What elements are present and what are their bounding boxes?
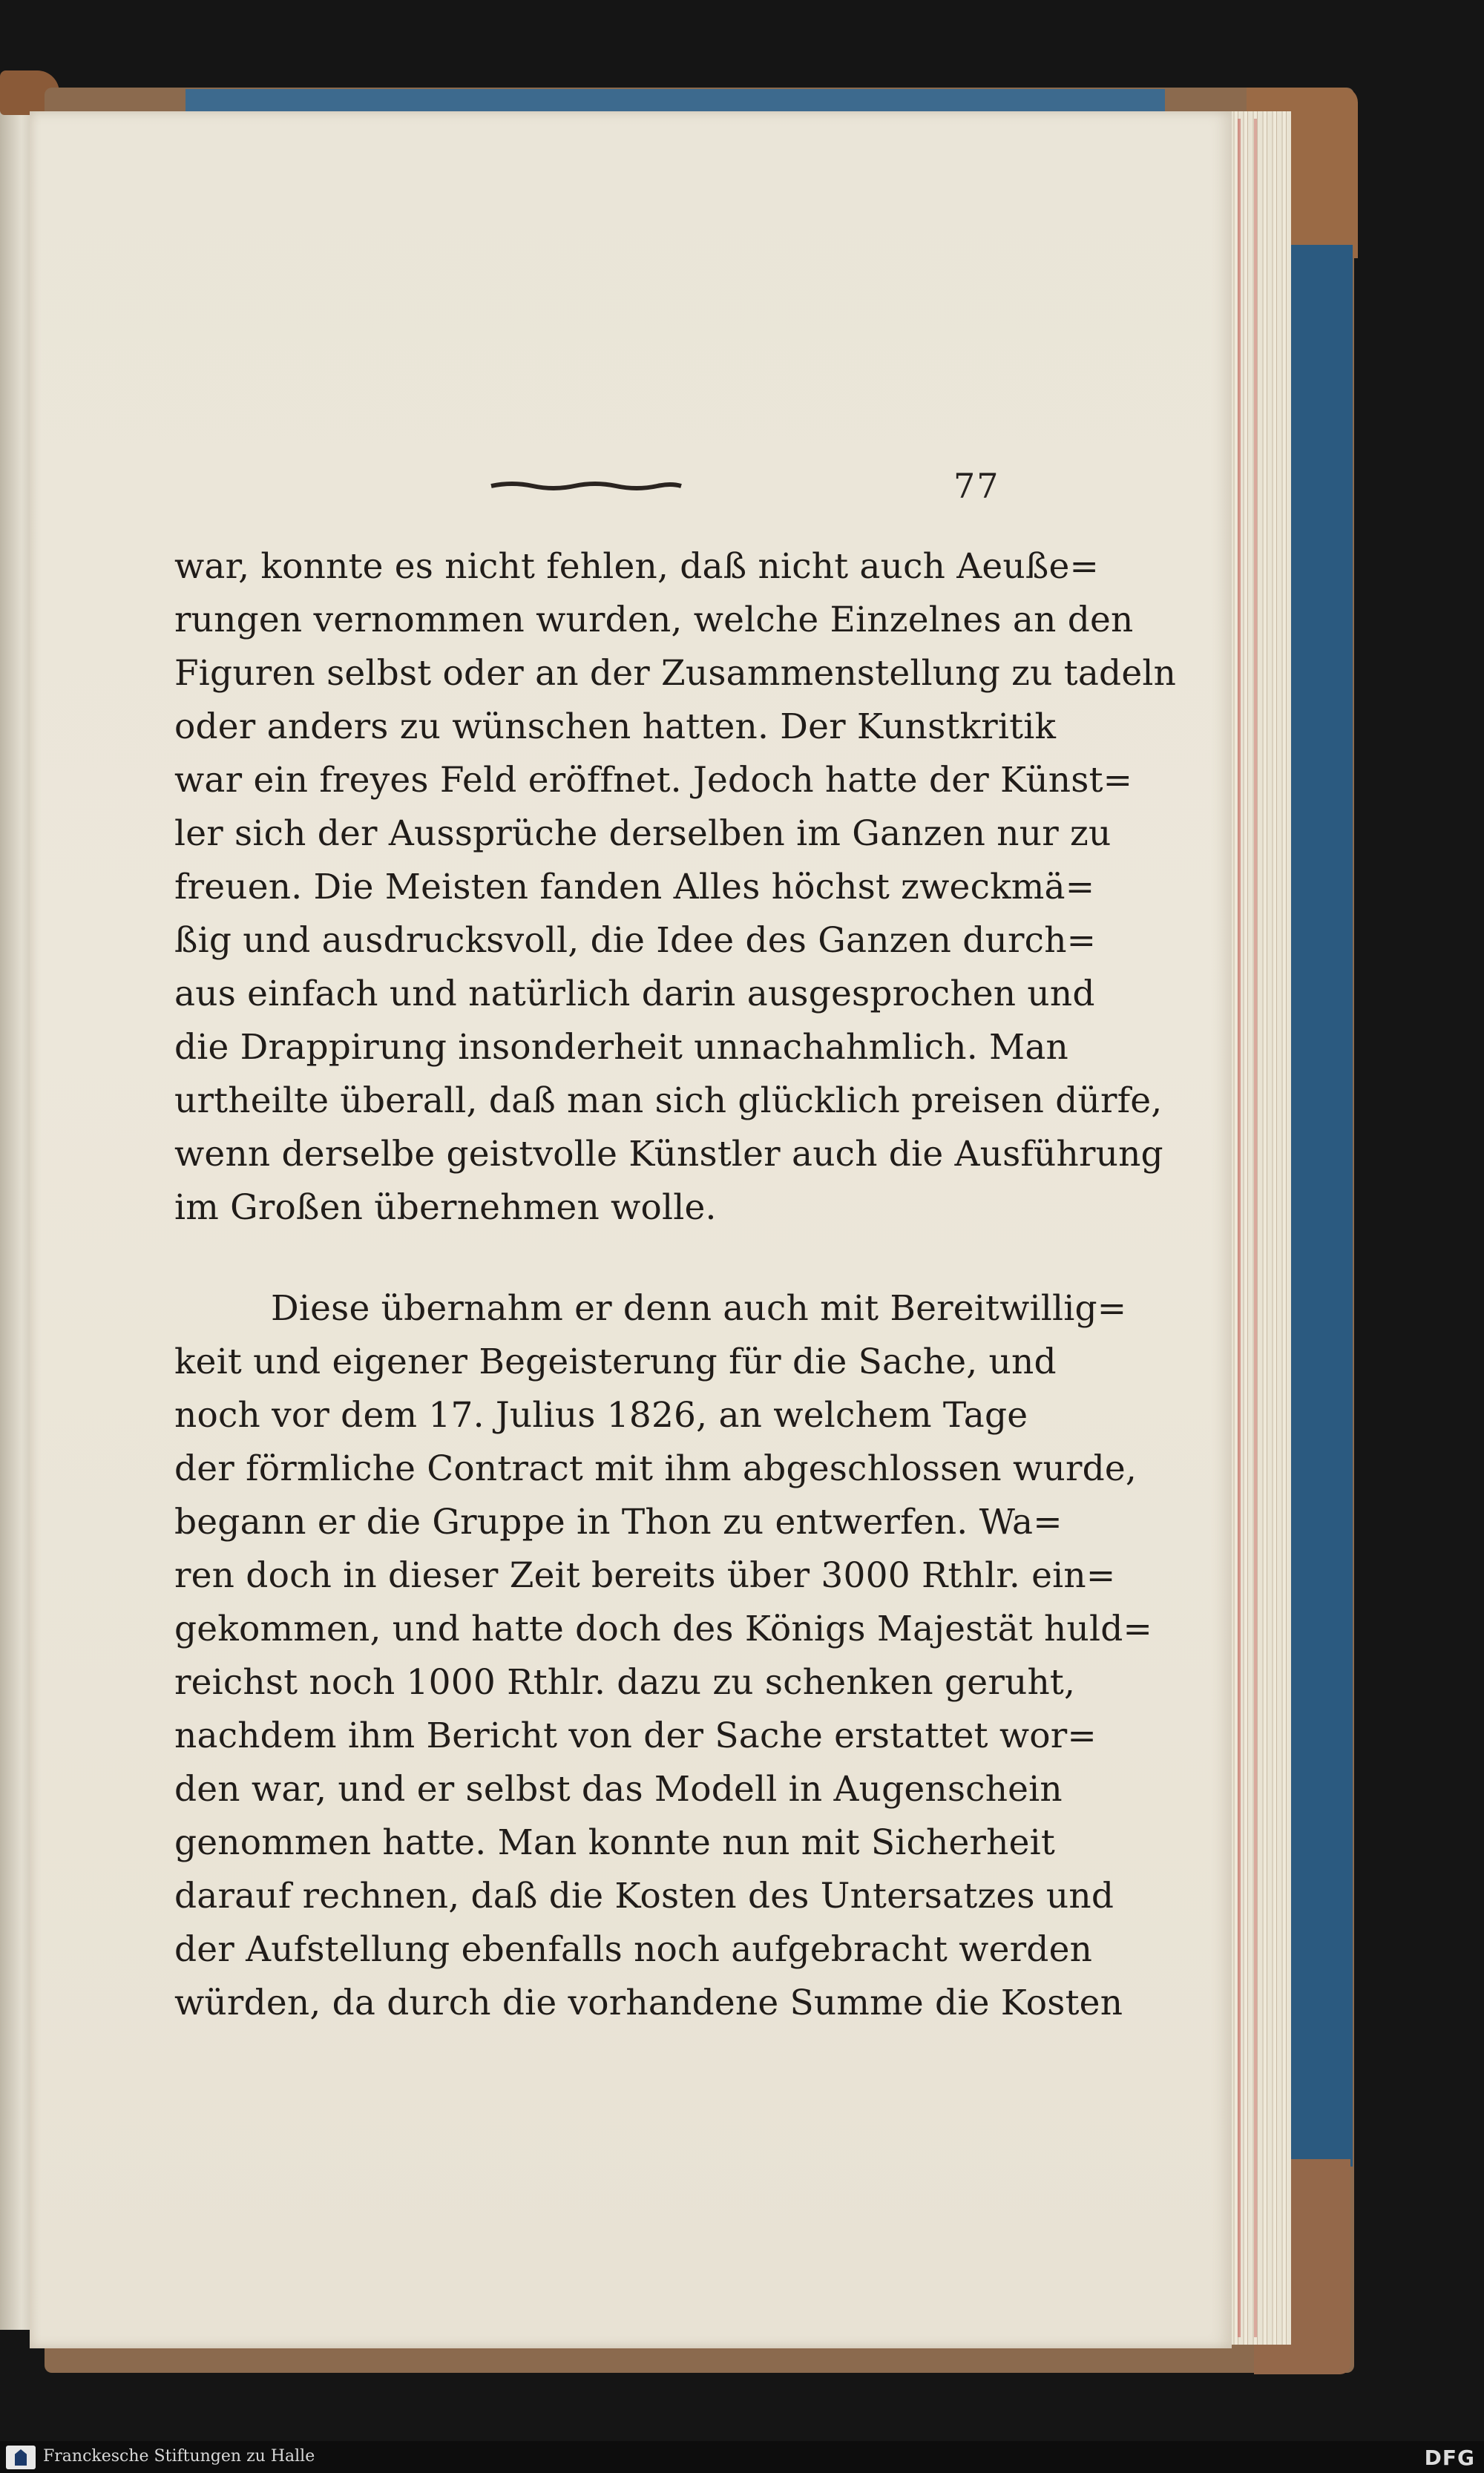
text-line: aus einfach und natürlich darin ausgesprochen und: [174, 973, 1095, 1014]
text-line: war, konnte es nicht fehlen, daß nicht auch Aeuße=: [174, 546, 1100, 587]
text-line: würden, da durch die vorhandene Summe die Kosten: [174, 1983, 1123, 2023]
text-line: wenn derselbe geistvolle Künstler auch die Ausführung: [174, 1134, 1163, 1175]
text-line: noch vor dem 17. Julius 1826, an welchem Tage: [174, 1395, 1028, 1436]
paragraph-gap: [174, 1235, 1020, 1282]
text-line: reichst noch 1000 Rthlr. dazu zu schenken geruht,: [174, 1662, 1076, 1703]
red-page-edge: [1238, 119, 1241, 2337]
text-line: nachdem ihm Bericht von der Sache erstattet wor=: [174, 1715, 1097, 1756]
text-line: der Aufstellung ebenfalls noch aufgebracht werden: [174, 1929, 1093, 1970]
institution-logo-icon: [6, 2446, 36, 2469]
institution-name: Franckesche Stiftungen zu Halle: [43, 2447, 315, 2466]
text-line: oder anders zu wünschen hatten. Der Kunstkritik: [174, 706, 1057, 747]
text-line: begann er die Gruppe in Thon zu entwerfen. Wa=: [174, 1502, 1063, 1543]
text-line: der förmliche Contract mit ihm abgeschlossen wurde,: [174, 1448, 1137, 1489]
text-line: freuen. Die Meisten fanden Alles höchst zweckmä=: [174, 867, 1095, 907]
cover-blue-band-top: [186, 89, 1165, 114]
red-page-edge: [1254, 119, 1257, 2337]
text-line: genommen hatte. Man konnte nun mit Sicherheit: [174, 1822, 1055, 1863]
text-line: ren doch in dieser Zeit bereits über 3000 Rthlr. ein=: [174, 1555, 1116, 1596]
text-line: den war, und er selbst das Modell in Augenschein: [174, 1769, 1063, 1810]
text-line: ßig und ausdrucksvoll, die Idee des Ganzen durch=: [174, 920, 1097, 961]
dfg-logo: DFG: [1424, 2446, 1475, 2470]
text-line: die Drappirung insonderheit unnachahmlich. Man: [174, 1027, 1069, 1068]
paragraph-first-line: Diese übernahm er denn auch mit Bereitwillig=: [271, 1288, 1127, 1329]
text-line: ler sich der Aussprüche derselben im Ganzen nur zu: [174, 813, 1112, 854]
book-page: [30, 111, 1232, 2348]
page-number: 77: [953, 466, 1000, 506]
text-line: war ein freyes Feld eröffnet. Jedoch hatte der Künst=: [174, 760, 1133, 801]
text-line: darauf rechnen, daß die Kosten des Untersatzes und: [174, 1876, 1114, 1917]
header-ornament: [490, 480, 683, 492]
text-line: keit und eigener Begeisterung für die Sache, und: [174, 1341, 1057, 1382]
text-line: Figuren selbst oder an der Zusammenstellung zu tadeln: [174, 653, 1177, 694]
text-line: rungen vernommen wurden, welche Einzelnes an den: [174, 600, 1134, 640]
text-line: urtheilte überall, daß man sich glücklich preisen dürfe,: [174, 1080, 1163, 1121]
body-text: [174, 540, 1177, 2030]
paragraph-end-line: im Großen übernehmen wolle.: [174, 1187, 717, 1228]
text-line: gekommen, und hatte doch des Königs Majestät huld=: [174, 1609, 1153, 1649]
